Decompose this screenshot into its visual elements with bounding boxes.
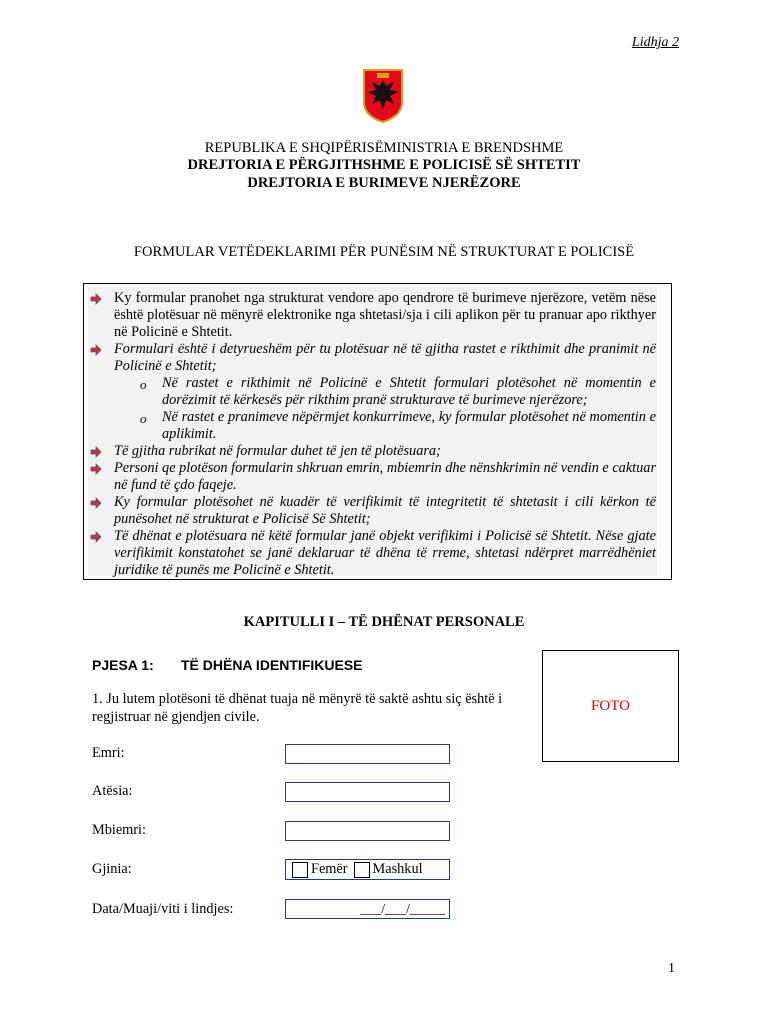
bullet-arrow-icon — [90, 446, 102, 458]
part-number: PJESA 1: — [92, 657, 154, 673]
first-name-input[interactable] — [285, 744, 450, 764]
bullet-arrow-icon — [90, 344, 102, 356]
father-name-input[interactable] — [285, 782, 450, 802]
header-directorate-general: DREJTORIA E PËRGJITHSHME E POLICISË SË SHTETIT — [187, 157, 581, 173]
photo-label: FOTO — [591, 697, 630, 714]
instruction-6: Të dhënat e plotësuara në këtë formular janë objekt verifikimi i Policisë së Shtetit. Nëse gjate verifikimit konstatohet se janë deklaruar të dhëna të rreme, shtetasi ndërpret marrëdhëniet juridike të punës me Policinë e Shtetit. — [114, 528, 656, 578]
header-ministry: REPUBLIKA E SHQIPËRISËMINISTRIA E BRENDSHME — [204, 140, 564, 156]
first-name-label: Emri: — [92, 745, 125, 761]
gender-label: Gjinia: — [92, 861, 132, 877]
bullet-arrow-icon — [90, 463, 102, 475]
bullet-arrow-icon — [90, 293, 102, 305]
chapter-title: KAPITULLI I – TË DHËNAT PERSONALE — [243, 614, 525, 630]
part-title: TË DHËNA IDENTIFIKUESE — [181, 657, 363, 673]
male-checkbox[interactable] — [354, 862, 370, 878]
father-name-label: Atësia: — [92, 783, 133, 799]
last-name-input[interactable] — [285, 821, 450, 841]
sub-bullet-marker: o — [140, 377, 147, 392]
instruction-2-sub-2: Në rastet e pranimeve nëpërmjet konkurrimeve, ky formular plotësohet në momentin e aplikimit. — [162, 409, 656, 442]
page-number: 1 — [668, 961, 675, 976]
header-directorate-hr: DREJTORIA E BURIMEVE NJERËZORE — [247, 175, 521, 191]
sub-bullet-marker: o — [140, 411, 147, 426]
last-name-label: Mbiemri: — [92, 822, 147, 838]
birth-date-label: Data/Muaji/viti i lindjes: — [92, 901, 234, 917]
gender-field — [285, 859, 450, 880]
instruction-3: Të gjitha rubrikat në formular duhet të jen të plotësuara; — [114, 443, 441, 459]
instruction-4: Personi qe plotëson formularin shkruan emrin, mbiemrin dhe nënshkrimin në vendin e caktuar në fund të çdo faqeje. — [114, 460, 657, 493]
albania-emblem-icon — [362, 68, 404, 124]
female-checkbox[interactable] — [292, 862, 308, 878]
part-instruction: 1. Ju lutem plotësoni të dhënat tuaja në mënyrë të saktë ashtu siç është i regjistruar në gjendjen civile. — [92, 691, 503, 725]
birth-date-input[interactable]: ___/___/_____ — [285, 899, 450, 919]
instruction-5: Ky formular plotësohet në kuadër të verifikimit të integritetit të shtetasit i cili kërkon të punësohet në strukturat e Policisë Së Shtetit; — [114, 494, 656, 527]
annex-label: Lidhja 2 — [631, 35, 679, 50]
instruction-2: Formulari është i detyrueshëm për tu plotësuar në të gjitha rastet e rikthimit dhe pranimit në Policinë e Shtetit; — [114, 341, 656, 374]
bullet-arrow-icon — [90, 531, 102, 543]
female-option-label: Femër — [311, 861, 348, 877]
photo-box[interactable] — [542, 650, 679, 762]
form-title: FORMULAR VETËDEKLARIMI PËR PUNËSIM NË STRUKTURAT E POLICISË — [133, 244, 635, 260]
bullet-arrow-icon — [90, 497, 102, 509]
instructions-box — [83, 283, 672, 580]
instruction-1: Ky formular pranohet nga strukturat vendore apo qendrore të burimeve njerëzore, vetëm nëse është plotësuar në mënyrë elektronike nga shtetasi/sja i cili aplikon për tu pranuar apo rikthyer në Policinë e Shtetit. — [114, 290, 656, 340]
instruction-2-sub-1: Në rastet e rikthimit në Policinë e Shtetit formulari plotësohet në momentin e dorëzimit të kërkesës për rikthim pranë strukturave të burimeve njerëzore; — [162, 375, 656, 408]
male-option-label: Mashkul — [372, 861, 423, 877]
